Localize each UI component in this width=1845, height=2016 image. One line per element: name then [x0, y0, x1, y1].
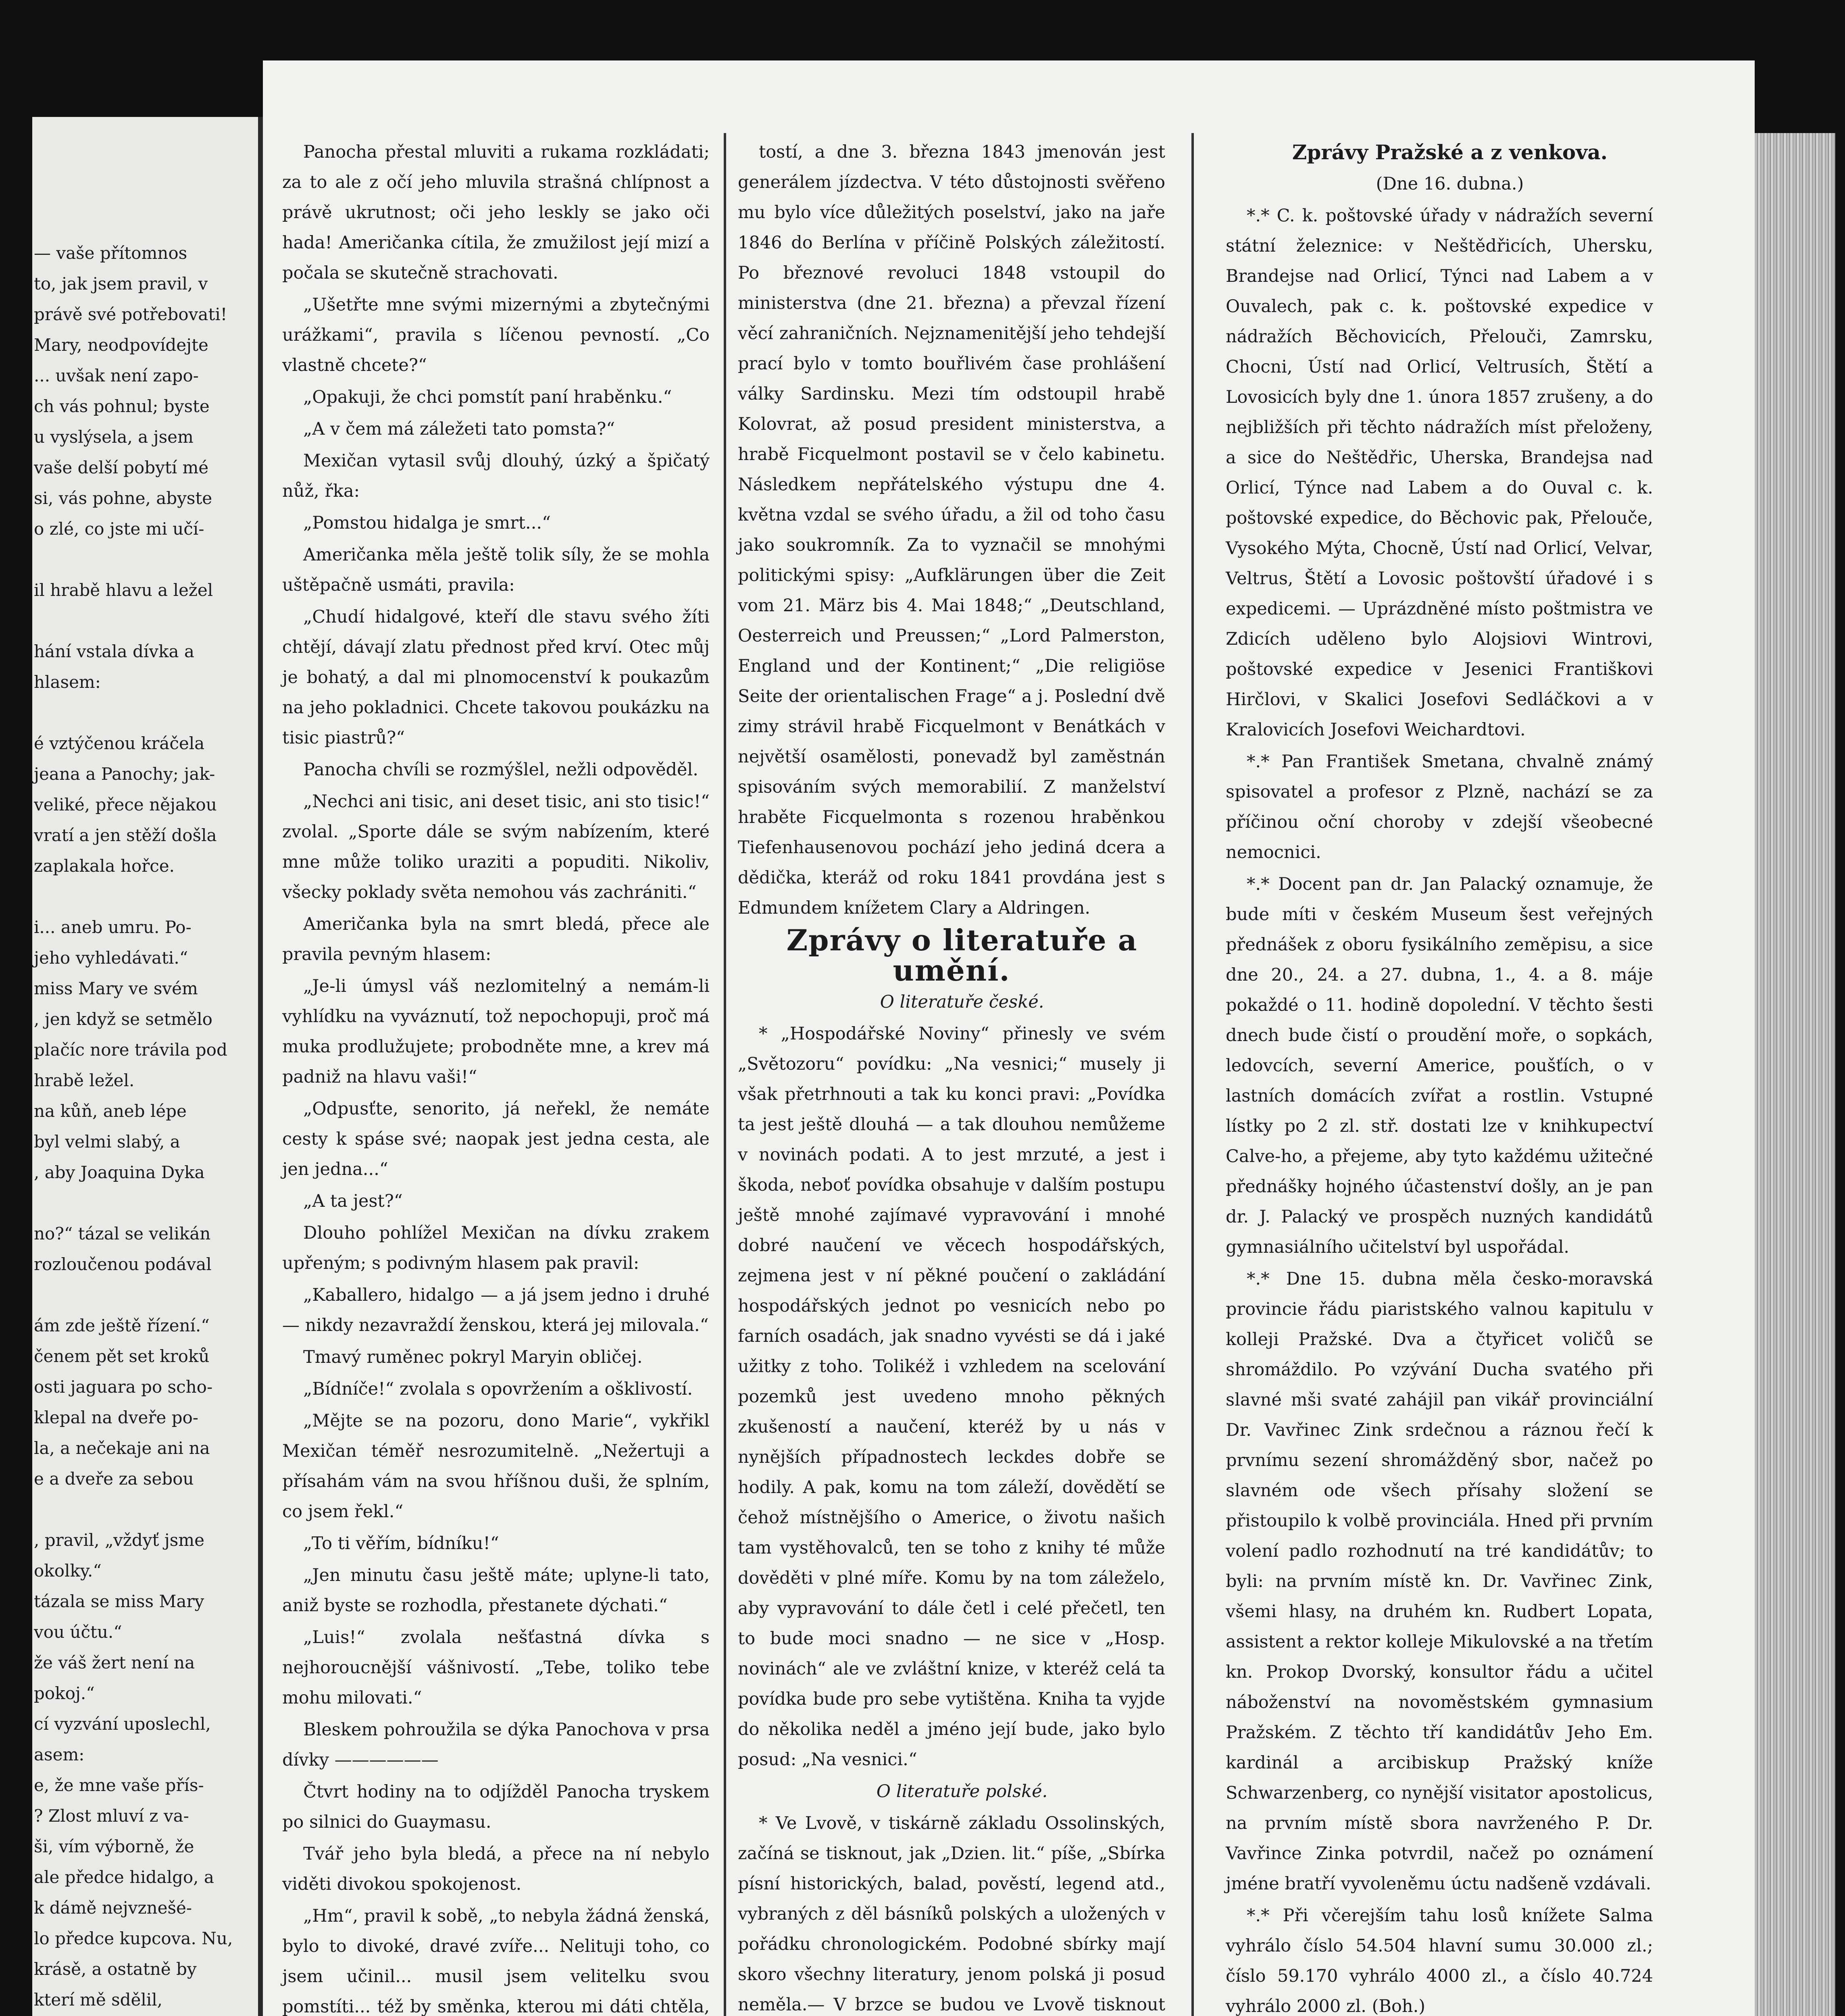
paragraph: „Jen minutu času ještě máte; uplyne-li tato, aniž byste se rozhodla, přestanete dýchati.“ [282, 1565, 710, 1616]
text-line: — vaše přítomnos [34, 243, 187, 263]
text-line: okolky.“ [34, 1561, 102, 1581]
text-line [34, 1494, 258, 1525]
paragraph: „Nechci ani tisic, ani deset tisic, ani sto tisic!“ zvolal. „Sporte dále se svým nabízením, které mne může toliko uraziti a popuditi. Nikoliv, všecky poklady světa nemohou vás zachrániti.“ [282, 791, 710, 902]
text-line [34, 544, 258, 575]
paragraph: „Odpusťte, senorito, já neřekl, že nemáte cesty k spáse své; naopak jest jedna cesta, ale jen jedna...“ [282, 1099, 710, 1179]
paragraph: „Pomstou hidalga je smrt...“ [303, 513, 551, 533]
paragraph: *.* Dne 15. dubna měla česko-moravská provincie řádu piaristského valnou kapitulu v kolleji Pražské. Dva a čtyřicet voličů se shromáždilo. Po vzývání Ducha svatého při slavné mši svaté zahájil pan vikář provinciální Dr. Vavřinec Zink srdečnou a ráznou řečí k prvnímu sezení shromážděný sbor, načež po slavném ode všech přísahy složení se přistoupilo k volbě provinciála. Hned při prvním volení padlo rozhodnutí na tré kandidátův; to byli: na prvním místě kn. Dr. Vavřinec Zink, všemi hlasy, na druhém kn. Rudbert Lopata, assistent a rektor kolleje Mikulovské a na třetím kn. Prokop Dvorský, konsultor řádu a učitel náboženství na novoměstském gymnasium Pražském. Z těchto tří kandidátův Jeho Em. kardinál a arcibiskup Pražský kníže Schwarzenberg, co nynější visitator apostolicus, na prvním místě sbora navrženého P. Dr. Vavřince Zinka potvrdil, načež po oznámení jméne bratří vyvoleněmu úctu nadšeně vzdávali. [1226, 1269, 1653, 1894]
subsection-heading: O literatuře české. [880, 992, 1044, 1012]
paragraph: *.* Docent pan dr. Jan Palacký oznamuje, že bude míti v českém Museum šest veřejných přednášek z oboru fysikálního zeměpisu, a sice dne 20., 24. a 27. dubna, 1., 4. a 8. máje pokaždé o 11. hodině dopolední. V těchto šesti dnech bude čistí o proudění moře, o sopkách, ledovcích, severní Americe, poušťích, o v lastních domácích zvířat a rostlin. Vstupné lístky po 2 zl. stř. dostati lze v knihkupectví Calve-ho, a přejeme, aby tyto každému užitečné přednášky hojného účastenství došly, an je pan dr. J. Palacký ve prospěch nuzných kandidátů gymnasiálního učitelství byl uspořádal. [1226, 874, 1653, 1257]
paragraph: Panocha chvíli se rozmýšlel, nežli odpověděl. [303, 760, 698, 780]
section-title: Zprávy Pražské a z venkova. [1292, 140, 1608, 164]
paragraph: „Bídníče!“ zvolala s opovržením a ošklivostí. [303, 1379, 693, 1399]
paragraph: Čtvrt hodiny na to odjížděl Panocha tryskem po silnici do Guaymasu. [282, 1782, 710, 1832]
text-line: hrabě ležel. [34, 1070, 135, 1090]
text-line [34, 1280, 258, 1310]
text-line: i... aneb umru. Po- [34, 917, 192, 937]
paragraph: Tvář jeho byla bledá, a přece na ní nebylo viděti divokou spokojenost. [282, 1844, 710, 1894]
text-line: vou účtu.“ [34, 1622, 122, 1642]
text-line: ch vás pohnul; byste [34, 396, 210, 416]
text-line: , pravil, „vždyť jsme [34, 1530, 204, 1550]
paragraph: „Ušetřte mne svými mizernými a zbytečnými urážkami“, pravila s líčenou pevností. „Co vlastně chcete?“ [282, 295, 710, 375]
text-line: hlasem: [34, 672, 101, 692]
text-line: byl velmi slabý, a [34, 1132, 180, 1152]
paragraph: Američanka byla na smrt bledá, přece ale pravila pevným hlasem: [282, 914, 710, 964]
paragraph: „Opakuji, že chci pomstít paní hraběnku.“ [303, 387, 672, 407]
text-line: miss Mary ve svém [34, 979, 198, 998]
text-line: si, vás pohne, abyste [34, 488, 212, 508]
text-line: zaplakala hořce. [34, 856, 175, 876]
text-line: ? Zlost mluví z va- [34, 1806, 189, 1826]
text-line: ... uvšak není zapo- [34, 366, 199, 385]
paragraph: „Hm“, pravil k sobě, „to nebyla žádná ženská, bylo to divoké, dravé zvíře... Nelituji toho, co jsem učinil... musil jsem velitelku svou pomstíti... též by směnka, kterou mi dáti chtěla, [282, 1906, 710, 2016]
text-line: rozloučenou podával [34, 1254, 212, 1274]
book-gutter [258, 117, 263, 2016]
paragraph: *.* C. k. poštovské úřady v nádražích severní státní železnice: v Neštědřicích, Uhersku, Brandejse nad Orlicí, Týnci nad Labem a v Ouvalech, pak c. k. poštovské expedice v nádražích Běchovicích, Přelouči, Zamrsku, Chocni, Ústí nad Orlicí, Veltrusích, Štětí a Lovosicích byly dne 1. února 1857 zrušeny, a do nejbližších při těchto nádražích míst přeloženy, a sice do Neštědřic, Uherska, Brandejsa nad Orlicí, Týnce nad Labem a do Ouval c. k. poštovské expedice, do Běchovic pak, Přelouče, Vysokého Mýta, Chocně, Ústí nad Orlicí, Velvar, Veltrus, Štětí a Lovosic poštovští úřadové i s expedicemi. — Uprázdněné místo poštmistra ve Zdicích uděleno bylo Alojsiovi Wintrovi, poštovské expedice v Jesenici Františkovi Hirčlovi, v Skalici Josefovi Sedláčkovi a v Kralovicích Josefovi Weichardtovi. [1226, 206, 1653, 740]
text-line: u vyslýsela, a jsem [34, 427, 194, 447]
text-line: pokoj.“ [34, 1683, 95, 1703]
paragraph: „A ta jest?“ [303, 1191, 403, 1211]
subsection-heading: O literatuře polské. [876, 1781, 1048, 1801]
paragraph: „Chudí hidalgové, kteří dle stavu svého žíti chtějí, dávají zlatu přednost před krví. Otec můj je bohatý, a dal mi plnomocenství k poukazům na jeho pokladnici. Chcete takovou poukázku na tisic piastrů?“ [282, 607, 710, 748]
left-page-text [34, 238, 258, 2016]
text-line: ám zde ještě řízení.“ [34, 1316, 210, 1335]
paragraph: tostí, a dne 3. března 1843 jmenován jest generálem jízdectva. V této důstojnosti svěřeno mu bylo více důležitých poselství, jako na jaře 1846 do Berlína v příčině Polských záležitostí. Po březnové revoluci 1848 vstoupil do ministerstva (dne 21. března) a převzal řízení věcí zahraničních. Nejznamenitější jeho tehdejší prací bylo v tomto bouřlivém čase prohlášení války Sardinsku. Mezi tím odstoupil hrabě Kolovrat, až posud president ministerstva, a hrabě Ficquelmont postavil se v čelo kabinetu. Následkem nepřátelského výstupu dne 4. května vzdal se svého úřadu, a žil od toho času jako soukromník. Za to vyznačil se mnohými politickými spisy: „Aufklärungen über die Zeit vom 21. März bis 4. Mai 1848;“ „Deutschland, Oesterreich und Preussen;“ „Lord Palmerston, England und der Kontinent;“ „Die religiöse Seite der orientalischen Frage“ a j. Poslední dvě zimy strávil hrabě Ficquelmont v Benátkách v největší osamělosti, ponevadž byl zaměstnán spisováním svých memorabilií. Z manželství hraběte Ficquelmonta s rozenou hraběnkou Tiefenhausenovou pochází jeho jediná dcera a dědička, kteráž od roku 1841 provdána jest s Edmundem knížetem Clary a Aldringen. [738, 142, 1165, 918]
text-line: že váš žert není na [34, 1653, 195, 1672]
paragraph: Američanka měla ještě tolik síly, že se mohla uštěpačně usmáti, pravila: [282, 545, 710, 595]
paragraph: * Ve Lvově, v tiskárně základu Ossolinských, začíná se tisknout, jak „Dzien. lit.“ píše, „Sbírka písní historických, balad, pověstí, legend atd., vybraných z děl básníků polských a uložených v pořádku chronologickém. Podobné sbírky mají skoro všechny literatury, jenom polská ji posud neměla.— V brzce se budou ve Lvově tisknout [738, 1813, 1165, 2015]
text-line: la, a nečekaje ani na [34, 1438, 210, 1458]
text-line: jeana a Panochy; jak- [34, 764, 215, 784]
paragraph: „To ti věřím, bídníku!“ [303, 1533, 499, 1554]
text-line: lo předce kupcova. Nu, [34, 1929, 233, 1948]
text-line: vratí a jen stěží došla [34, 825, 217, 845]
text-line: ale předce hidalgo, a [34, 1867, 214, 1887]
paragraph: „Mějte se na pozoru, dono Marie“, vykřikl Mexičan téměř nesrozumitelně. „Nežertuji a přísahám vám na svou hříšnou duši, že splním, co jsem řekl.“ [282, 1411, 710, 1522]
text-line: , aby Joaquina Dyka [34, 1162, 205, 1182]
text-line: klepal na dveře po- [34, 1408, 199, 1427]
paragraph: „Luis!“ zvolala nešťastná dívka s nejhoroucnější vášnivostí. „Tebe, toliko tebe mohu milovati.“ [282, 1627, 710, 1708]
section-date: (Dne 16. dubna.) [1376, 174, 1524, 194]
text-line [34, 881, 258, 912]
paragraph: Panocha přestal mluviti a rukama rozkládati; za to ale z očí jeho mluvila strašná chlípnost a právě ukrutnost; oči jeho leskly se jako oči hada! Američanka cítila, že zmužilost její mizí a počala se skutečně strachovati. [282, 142, 710, 283]
text-line: krásě, a ostatně by [34, 1959, 197, 1979]
text-line: é vztýčenou kráčela [34, 733, 205, 753]
text-line [34, 698, 258, 728]
paragraph: Dlouho pohlížel Mexičan na dívku zrakem upřeným; s podivným hlasem pak pravil: [282, 1223, 710, 1273]
text-line: Mary, neodpovídejte [34, 335, 208, 355]
paragraph: „A v čem má záležeti tato pomsta?“ [303, 419, 615, 439]
paragraph: Mexičan vytasil svůj dlouhý, úzký a špičatý nůž, řka: [282, 451, 710, 501]
text-line: vaše delší pobytí mé [34, 458, 209, 477]
text-line: plačíc nore trávila pod [34, 1040, 227, 1060]
text-line: e a dveře za sebou [34, 1469, 194, 1489]
text-line: ši, vím výborně, že [34, 1837, 194, 1856]
text-line: cí vyzvání uposlechl, [34, 1714, 211, 1734]
text-line: to, jak jsem pravil, v [34, 274, 208, 294]
paragraph: *.* Při včerejším tahu losů knížete Salma vyhrálo číslo 54.504 hlavní sumu 30.000 zl.; číslo 59.170 vyhrálo 4000 zl., a číslo 40.724 vyhrálo 2000 zl. (Boh.) [1226, 1906, 1653, 2016]
column-rule [724, 133, 726, 2016]
column-rule [1191, 133, 1194, 2016]
column-3 [1226, 137, 1653, 2016]
text-line: veliké, přece nějakou [34, 795, 217, 814]
text-line: kterí mě sdělil, [34, 1990, 163, 2010]
left-page-fragment [32, 117, 258, 2016]
text-line: tázala se miss Mary [34, 1591, 204, 1611]
paragraph: * „Hospodářské Noviny“ přinesly ve svém „Světozoru“ povídku: „Na vesnici;“ musely ji však přetrhnouti a tak ku konci pravi: „Povídka ta jest ještě dlouhá — a tak dlouhou nemůžeme v novinách podati. A to jest mrzuté, a jest i škoda, neboť povídka obsahuje v dalším postupu ještě mnohé zajímavé vypravování i mnohé dobré naučení ve věcech hospodářských, zejmena jest v ní pěkné poučení o zakládání hospodářských jednot po vesnicích nebo po farních osadách, jak snadno vyvésti se dá i jaké užitky z toho. Tolikéž i vzhledem na scelování pozemků jest uvedeno mnoho pěkných zkušeností a naučení, kteréž by u nás v nynějších případnostech leckdes dobře se hodily. A pak, komu na tom záleží, dovědětí se čehož místnějšího o Americe, o životu našich tam vystěhovalců, ten se toho z knihy té může dověděti v plné míře. Komu by na tom záleželo, aby vypravování to dále četl i celé přečetl, ten to bude moci snadno — ne sice v „Hosp. novinách“ ale ve zvláštní knize, v kteréž celá ta povídka bude pro sebe vytištěna. Kniha ta vyjde do několika neděl a jméno její bude, jako bylo posud: „Na vesnici.“ [738, 1024, 1165, 1770]
text-line: asem: [34, 1745, 85, 1764]
text-line: na kůň, aneb lépe [34, 1101, 187, 1121]
section-heading: Zprávy o literatuře a umění. [786, 923, 1138, 987]
column-1 [282, 137, 710, 2016]
text-line: hání vstala dívka a [34, 641, 194, 661]
text-line: osti jaguara po scho- [34, 1377, 213, 1397]
text-line: il hrabě hlavu a ležel [34, 580, 213, 600]
text-line: , jen když se setmělo [34, 1009, 212, 1029]
paragraph: „Je-li úmysl váš nezlomitelný a nemám-li vyhlídku na vyváznutí, tož nepochopuji, proč má muka prodlužujete; probodněte mne, a krev má padniž na hlavu vaši!“ [282, 976, 710, 1087]
text-line [34, 606, 258, 636]
text-line: k dámě nejvznešé- [34, 1898, 192, 1918]
text-line [34, 1188, 258, 1218]
page-edges [1755, 133, 1835, 2016]
text-line: čenem pět set kroků [34, 1346, 210, 1366]
column-2 [738, 137, 1165, 2016]
text-line: právě své potřebovati! [34, 304, 227, 324]
paragraph: *.* Pan František Smetana, chvalně známý spisovatel a profesor z Plzně, nachází se za příčinou oční choroby v zdejší všeobecné nemocnici. [1226, 752, 1653, 862]
paragraph: Bleskem pohroužila se dýka Panochova v prsa dívky —————— [282, 1720, 710, 1770]
text-line: e, že mne vaše přís- [34, 1775, 204, 1795]
text-line: jeho vyhledávati.“ [34, 948, 188, 968]
paragraph: Tmavý ruměnec pokryl Maryin obličej. [303, 1347, 643, 1367]
text-line: no?“ tázal se velikán [34, 1224, 211, 1243]
paragraph: „Kaballero, hidalgo — a já jsem jedno i druhé — nikdy nezavraždí ženskou, která jej milovala.“ [282, 1285, 710, 1335]
text-line: o zlé, co jste mi učí- [34, 519, 204, 539]
